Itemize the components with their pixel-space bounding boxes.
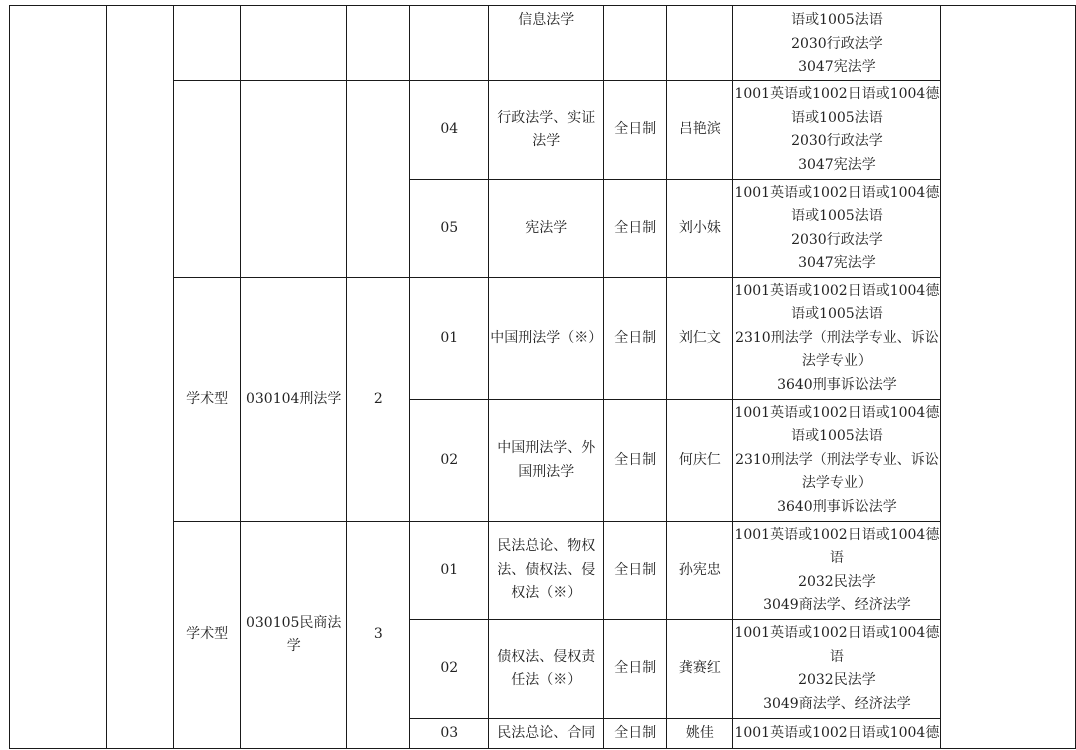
major-cell: 030105民商法学	[241, 522, 347, 749]
direction-cell: 债权法、侵权责 任法（※）	[489, 620, 604, 719]
count-cell: 2	[347, 278, 410, 522]
type-cell: 学术型	[174, 522, 241, 749]
direction-number-cell	[410, 6, 489, 81]
study-mode-cell: 全日制	[604, 522, 667, 620]
advisor-cell: 孙宪忠	[667, 522, 733, 620]
exam-subjects-cell: 语或1005法语 2030行政法学 3047宪法学	[733, 6, 941, 81]
category-cell	[107, 6, 174, 749]
enrollment-table	[9, 5, 1076, 749]
exam-subjects-cell: 1001英语或1002日语或1004德 语或1005法语 2030行政法学 3047宪法学	[733, 81, 941, 180]
advisor-cell	[667, 6, 733, 81]
direction-number-cell: 05	[410, 180, 489, 278]
exam-subjects-cell: 1001英语或1002日语或1004德 语或1005法语 2310刑法学（刑法学专业、诉讼 法学专业） 3640刑事诉讼法学	[733, 278, 941, 400]
count-cell	[347, 6, 410, 81]
major-cell	[241, 6, 347, 81]
direction-number-cell: 02	[410, 400, 489, 522]
direction-cell: 宪法学	[489, 180, 604, 278]
exam-subjects-cell: 1001英语或1002日语或1004德 语或1005法语 2310刑法学（刑法学专业、诉讼 法学专业） 3640刑事诉讼法学	[733, 400, 941, 522]
study-mode-cell	[604, 6, 667, 81]
direction-number-cell: 01	[410, 522, 489, 620]
advisor-cell: 何庆仁	[667, 400, 733, 522]
count-cell: 3	[347, 522, 410, 749]
department-cell	[10, 6, 107, 749]
exam-subjects-cell: 1001英语或1002日语或1004德	[733, 719, 941, 749]
advisor-cell: 刘仁文	[667, 278, 733, 400]
direction-number-cell: 01	[410, 278, 489, 400]
direction-number-cell: 04	[410, 81, 489, 180]
study-mode-cell: 全日制	[604, 81, 667, 180]
direction-number-cell: 03	[410, 719, 489, 749]
major-cell: 030104刑法学	[241, 278, 347, 522]
exam-subjects-cell: 1001英语或1002日语或1004德 语 2032民法学 3049商法学、经济法学	[733, 620, 941, 719]
advisor-cell: 刘小妹	[667, 180, 733, 278]
direction-cell: 行政法学、实证 法学	[489, 81, 604, 180]
direction-cell: 民法总论、物权 法、债权法、侵 权法（※）	[489, 522, 604, 620]
advisor-cell: 龚赛红	[667, 620, 733, 719]
count-cell	[347, 81, 410, 278]
direction-cell: 民法总论、合同	[489, 719, 604, 749]
table-row	[10, 6, 1076, 81]
notes-cell	[941, 6, 1076, 749]
type-cell	[174, 81, 241, 278]
direction-cell: 中国刑法学、外 国刑法学	[489, 400, 604, 522]
advisor-cell: 姚佳	[667, 719, 733, 749]
study-mode-cell: 全日制	[604, 719, 667, 749]
study-mode-cell: 全日制	[604, 278, 667, 400]
study-mode-cell: 全日制	[604, 620, 667, 719]
exam-subjects-cell: 1001英语或1002日语或1004德 语 2032民法学 3049商法学、经济法学	[733, 522, 941, 620]
direction-number-cell: 02	[410, 620, 489, 719]
advisor-cell: 吕艳滨	[667, 81, 733, 180]
major-cell	[241, 81, 347, 278]
study-mode-cell: 全日制	[604, 180, 667, 278]
study-mode-cell: 全日制	[604, 400, 667, 522]
type-cell	[174, 6, 241, 81]
exam-subjects-cell: 1001英语或1002日语或1004德 语或1005法语 2030行政法学 3047宪法学	[733, 180, 941, 278]
direction-cell: 信息法学	[489, 6, 604, 81]
type-cell: 学术型	[174, 278, 241, 522]
direction-cell: 中国刑法学（※）	[489, 278, 604, 400]
